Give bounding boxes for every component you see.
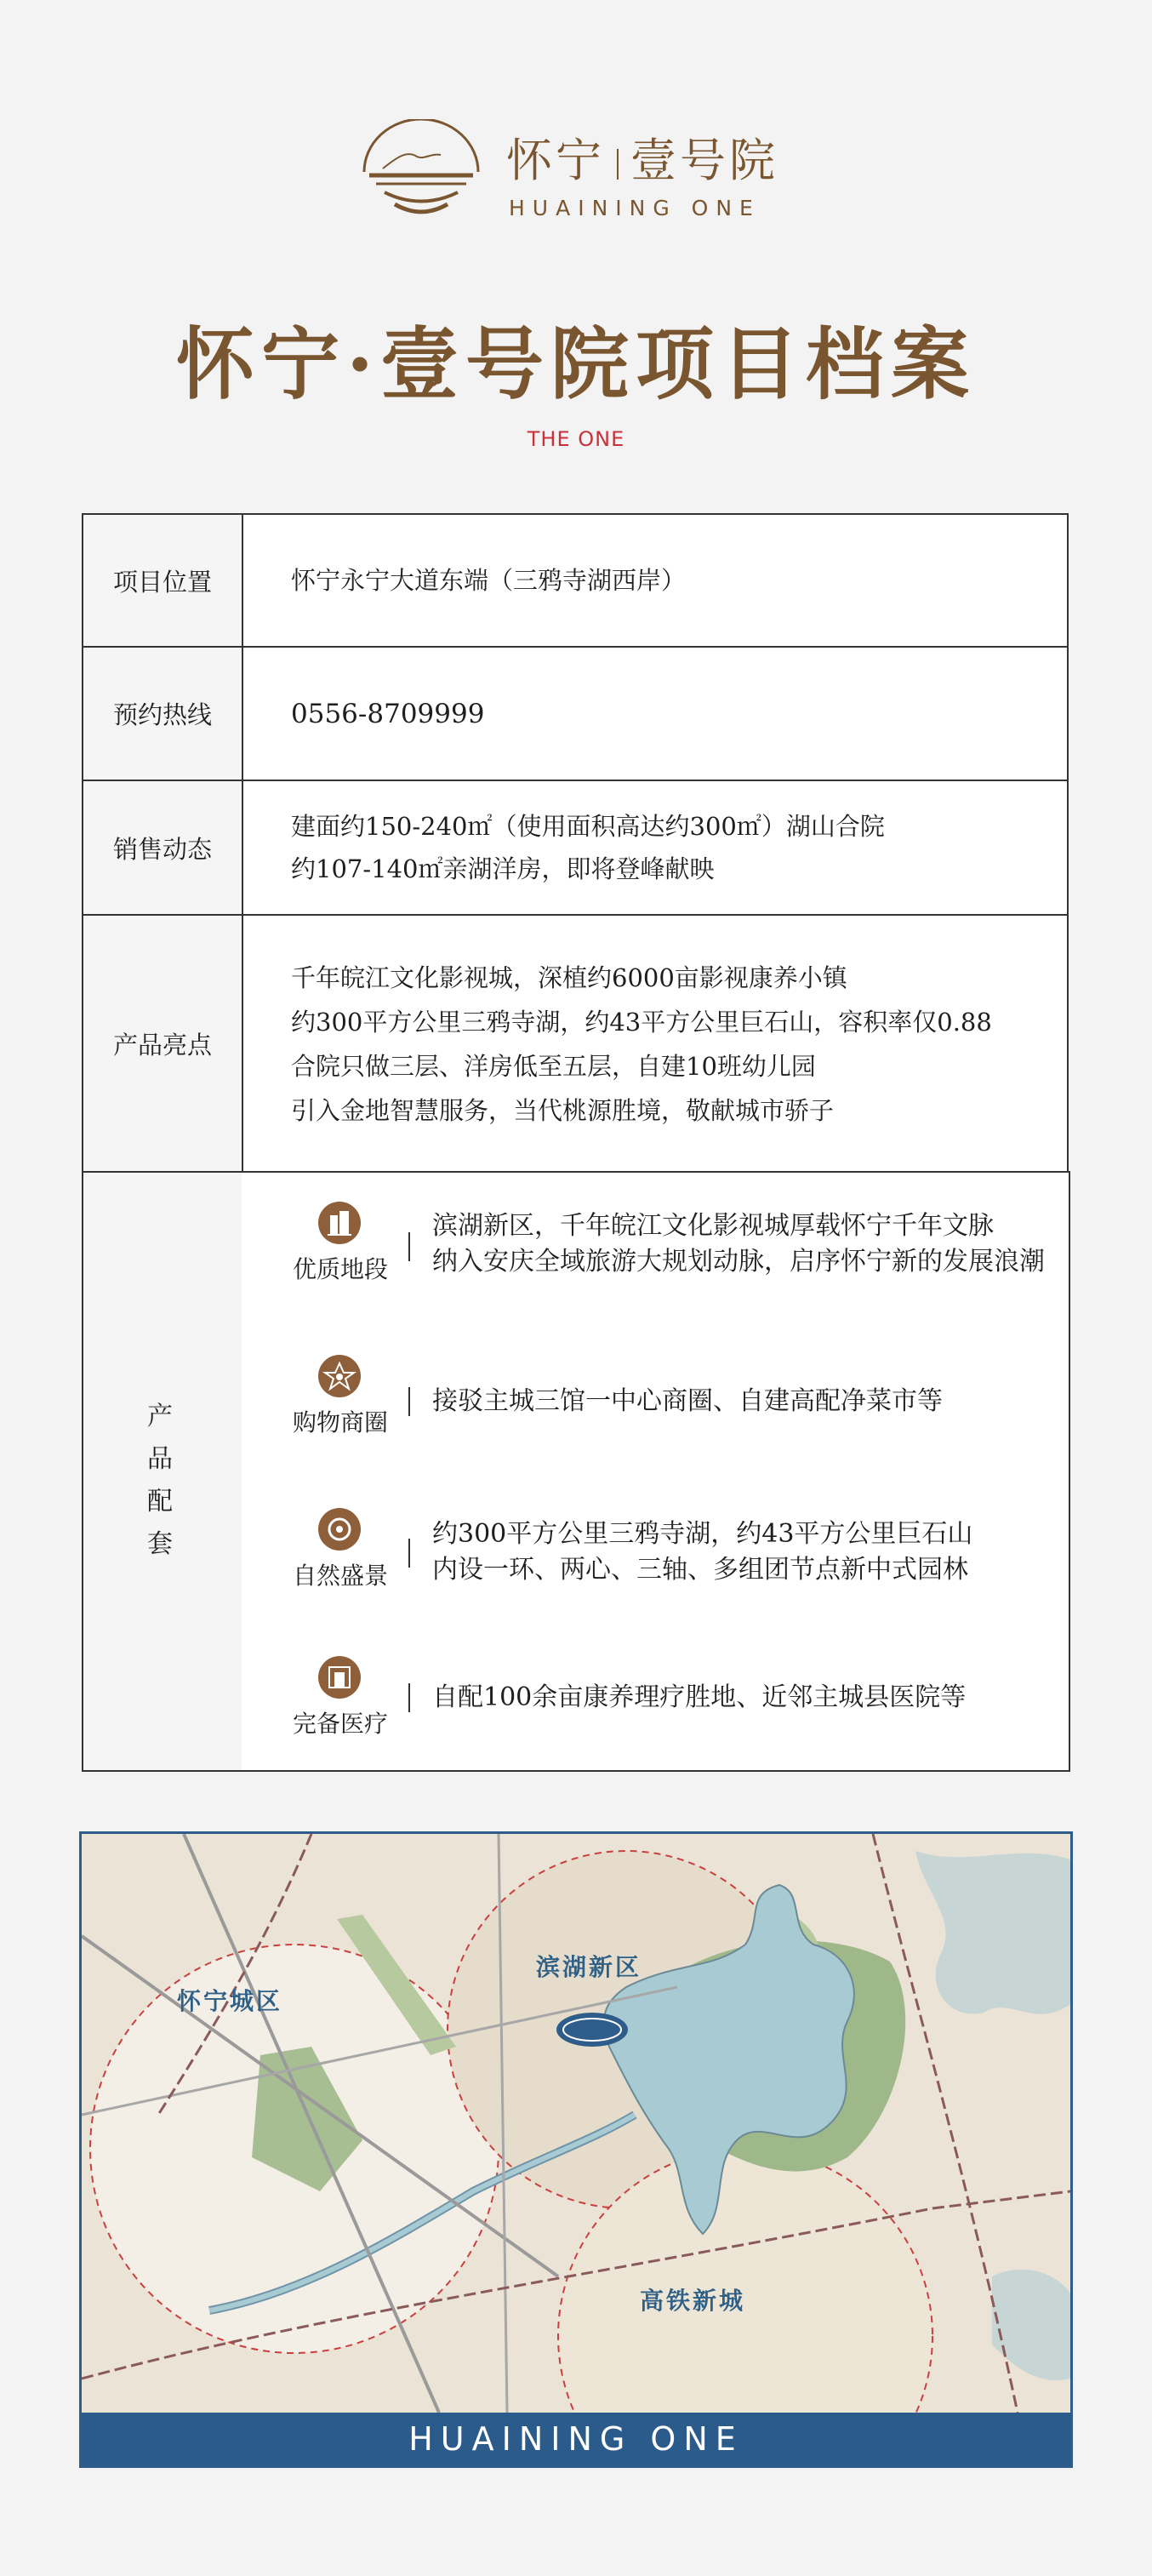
info-label: 预约热线	[83, 647, 242, 780]
info-row-hotline	[83, 647, 1068, 780]
info-line: 引入金地智慧服务，当代桃源胜境，敬献城市骄子	[291, 1095, 835, 1125]
facility-text	[432, 1384, 943, 1419]
info-row-sales	[83, 780, 1068, 915]
facility-line: 接驳主城三馆一中心商圈、自建高配净菜市等	[432, 1386, 943, 1416]
star-icon	[318, 1355, 361, 1397]
facility-text	[432, 1516, 972, 1588]
facility-line: 内设一环、两心、三轴、多组团节点新中式园林	[432, 1555, 968, 1585]
facility-text	[432, 1680, 966, 1716]
info-label: 产品亮点	[83, 915, 242, 1173]
info-label: 项目位置	[83, 514, 242, 647]
info-line: 约300平方公里三鸦寺湖，约43平方公里巨石山，容积率仅0.88	[291, 1007, 992, 1037]
brand-name-part-2: 壹号院	[630, 134, 778, 187]
info-value	[242, 780, 1068, 915]
facility-row-shopping	[242, 1324, 1069, 1479]
facility-divider	[408, 1539, 410, 1568]
location-map	[79, 1831, 1073, 2468]
info-line: 建面约150-240㎡（使用面积高达约300㎡）湖山合院	[291, 812, 885, 841]
facility-row-medical	[242, 1627, 1069, 1770]
facilities-section	[82, 1171, 1070, 1772]
page-title: 怀宁·壹号院项目档案	[175, 318, 977, 410]
facility-line: 约300平方公里三鸦寺湖，约43平方公里巨石山	[432, 1519, 973, 1549]
facilities-label-text: 产品配套	[147, 1402, 173, 1559]
info-value	[242, 647, 1068, 780]
brand-name-part-1: 怀宁	[506, 134, 605, 187]
facility-name: 完备医疗	[292, 1710, 388, 1738]
facility-row-nature	[242, 1477, 1069, 1629]
facility-divider	[408, 1387, 410, 1416]
info-row-highlights	[83, 915, 1068, 1173]
page-subtitle: THE ONE	[527, 427, 625, 451]
info-line: 怀宁永宁大道东端（三鸦寺湖西岸）	[291, 566, 687, 595]
project-info-table	[82, 513, 1069, 1174]
brand-logo	[357, 119, 817, 230]
hotline-number[interactable]: 0556-8709999	[291, 698, 485, 729]
map-illustration	[82, 1834, 1070, 2413]
facility-line: 纳入安庆全域旅游大规划动脉，启序怀宁新的发展浪潮	[432, 1247, 1045, 1277]
district-label: 高铁新城	[640, 2287, 746, 2315]
building-icon	[318, 1202, 361, 1244]
facilities-label	[83, 1173, 243, 1770]
district-label: 滨湖新区	[536, 1953, 642, 1981]
facility-text	[432, 1208, 1045, 1280]
info-value	[242, 915, 1068, 1173]
info-value	[242, 514, 1068, 647]
facility-name: 优质地段	[292, 1255, 388, 1283]
info-line: 合院只做三层、洋房低至五层，自建10班幼儿园	[291, 1051, 816, 1081]
info-row-location	[83, 514, 1068, 647]
facility-line: 自配100余亩康养理疗胜地、近邻主城县医院等	[432, 1682, 967, 1712]
map-footer: HUAINING ONE	[82, 2413, 1070, 2465]
info-line: 千年皖江文化影视城，深植约6000亩影视康养小镇	[291, 962, 847, 992]
leaf-icon	[318, 1508, 361, 1551]
facility-name: 自然盛景	[292, 1562, 388, 1590]
brand-divider	[617, 149, 619, 180]
facility-divider	[408, 1683, 410, 1712]
brand-name-en: HUAINING ONE	[509, 196, 761, 220]
facility-line: 滨湖新区，千年皖江文化影视城厚载怀宁千年文脉	[432, 1211, 994, 1241]
brand-name-cn	[506, 124, 778, 190]
lake-emblem-icon	[357, 119, 485, 230]
info-label: 销售动态	[83, 780, 242, 915]
info-line: 约107-140㎡亲湖洋房，即将登峰献映	[291, 854, 715, 883]
facility-divider	[408, 1232, 410, 1261]
district-label: 怀宁城区	[177, 1987, 283, 2015]
facility-row-location	[242, 1173, 1069, 1326]
hospital-icon	[318, 1656, 361, 1699]
facility-name: 购物商圈	[292, 1408, 388, 1437]
